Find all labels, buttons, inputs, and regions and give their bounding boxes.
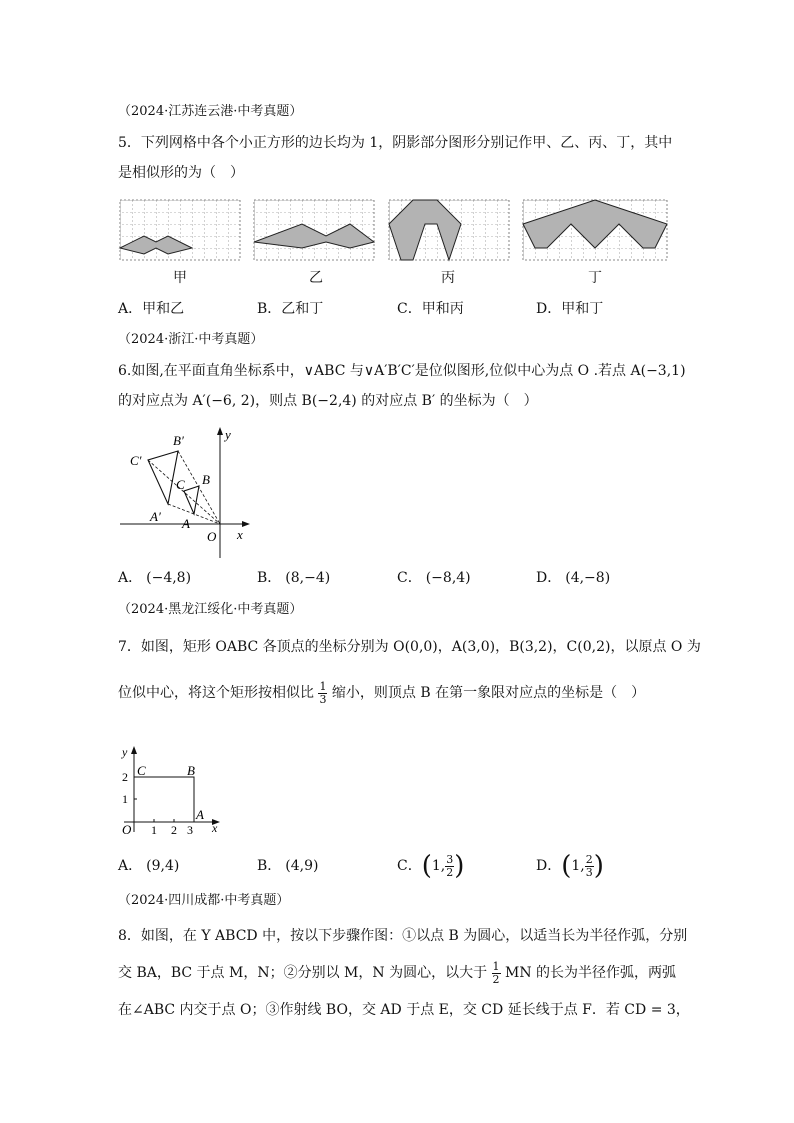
q7-tick-x2: 2 (171, 823, 177, 837)
q6-source: （2024·浙江·中考真题） (118, 332, 264, 347)
q5-stem-line2: 是相似形的为（ ） (118, 165, 244, 181)
q8-line3: 在∠ABC 内交于点 O；③作射线 BO，交 AD 于点 E，交 CD 延长线于点 F．若 CD = 3， (118, 1002, 690, 1018)
q5-option-a[interactable]: A．甲和乙 (118, 301, 185, 317)
q6-option-b[interactable] (257, 568, 330, 588)
q7-option-d-frac (585, 854, 594, 879)
q6-label-bp: B′ (173, 433, 184, 448)
q7-label-b: B (187, 763, 195, 778)
q8-half-fraction (492, 961, 501, 986)
q5-option-d[interactable]: D．甲和丁 (536, 301, 604, 317)
q5-option-b[interactable]: B．乙和丁 (257, 301, 324, 317)
q7-ratio-num: 1 (319, 679, 327, 693)
q7-stem-line2-b: 缩小，则顶点 B 在第一象限对应点的坐标是（ ） (331, 685, 646, 701)
q7-option-d-num: 2 (585, 852, 593, 866)
q8-line2-a: 交 BA，BC 于点 M，N；②分别以 M，N 为圆心，以大于 (118, 965, 488, 981)
q6-option-b-value: (8,−4) (285, 570, 331, 586)
q7-label-c: C (137, 763, 146, 778)
q6-label-x: x (237, 527, 243, 542)
q6-option-a[interactable] (118, 568, 191, 588)
q6-figure (118, 425, 258, 560)
q7-option-a[interactable] (118, 856, 179, 876)
q8-half-num: 1 (492, 959, 500, 973)
q6-option-d-letter: D． (536, 570, 562, 586)
q7-tick-y1: 1 (122, 792, 128, 806)
q7-figure (118, 742, 228, 837)
q5-label-ding: 丁 (588, 270, 602, 286)
q7-tick-y2: 2 (122, 770, 128, 784)
q7-option-c[interactable]: C．(1, $\frac{3}{2}$ ) (397, 851, 465, 881)
q6-label-a: A (182, 516, 190, 531)
q6-label-y: y (225, 427, 231, 442)
q8-line1: 8．如图，在 Y ABCD 中，按以下步骤作图：①以点 B 为圆心，以适当长为半径作弧，分别 (118, 928, 688, 944)
q8-line2-b: MN 的长为半径作弧，两弧 (504, 965, 677, 981)
q5-label-bing: 丙 (441, 270, 455, 286)
q5-label-jia: 甲 (173, 270, 187, 286)
q7-option-a-value: (9,4) (146, 858, 180, 874)
q7-option-d-letter: D． (536, 858, 562, 874)
q6-option-d[interactable] (536, 568, 610, 588)
q6-option-a-letter: A． (118, 570, 143, 586)
q6-label-c: C (176, 477, 185, 492)
q7-option-c-num: 3 (446, 852, 454, 866)
q8-source: （2024·四川成都·中考真题） (118, 893, 290, 908)
q7-option-b-value: (4,9) (285, 858, 319, 874)
q5-grid-yi (254, 200, 374, 260)
q7-label-a: A (196, 807, 204, 822)
q7-label-y: y (122, 745, 128, 759)
q8-line2 (118, 960, 676, 986)
q5-option-c[interactable]: C．甲和丙 (397, 301, 464, 317)
q7-option-c-letter: C． (397, 858, 422, 874)
q7-option-c-frac (445, 854, 454, 879)
q7-option-d-int: 1, (571, 858, 585, 874)
q6-label-o: O (207, 529, 217, 544)
q5-label-yi: 乙 (309, 270, 323, 286)
q6-option-c-letter: C． (397, 570, 422, 586)
q7-option-c-int: 1, (431, 858, 446, 874)
q6-option-c[interactable] (397, 568, 471, 588)
q6-option-b-letter: B． (257, 570, 282, 586)
q6-stem-line1: 6.如图,在平面直角坐标系中，∨ABC 与∨A′B′C′是位似图形,位似中心为点 O .若点 A(−3,1) (118, 363, 686, 379)
q6-option-a-value: (−4,8) (146, 570, 192, 586)
q6-label-ap: A′ (150, 509, 161, 524)
q7-option-a-letter: A． (118, 858, 143, 874)
q7-option-b[interactable] (257, 856, 319, 876)
q6-stem-line2: 的对应点为 A′(−6, 2)，则点 B(−2,4) 的对应点 B′ 的坐标为（ ） (118, 393, 538, 409)
q7-stem-line2-a: 位似中心，将这个矩形按相似比 (118, 685, 314, 701)
q7-ratio-fraction (318, 681, 327, 706)
q6-label-cp: C′ (130, 453, 142, 468)
q7-stem-line2 (118, 680, 645, 706)
q7-option-d[interactable]: D．(1, $\frac{2}{3}$ ) (536, 851, 604, 881)
q7-tick-x3: 3 (187, 823, 193, 837)
q5-stem-line1: 5．下列网格中各个小正方形的边长均为 1，阴影部分图形分别记作甲、乙、丙、丁，其中 (118, 135, 673, 151)
q7-label-o: O (122, 822, 132, 837)
q5-grid-bing (389, 200, 509, 260)
q7-option-b-letter: B． (257, 858, 282, 874)
q7-source: （2024·黑龙江绥化·中考真题） (118, 602, 303, 617)
q6-option-c-value: (−8,4) (425, 570, 471, 586)
q7-label-x: x (212, 821, 218, 835)
q6-option-d-value: (4,−8) (565, 570, 611, 586)
q7-ratio-den: 3 (319, 692, 327, 706)
q5-source: （2024·江苏连云港·中考真题） (118, 104, 303, 119)
q5-grid-ding (523, 200, 667, 260)
q6-label-b: B (202, 472, 210, 487)
q7-option-c-den: 2 (446, 865, 454, 879)
q7-tick-x1: 1 (151, 823, 157, 837)
q5-grid-jia (120, 200, 240, 260)
q7-option-d-den: 3 (585, 865, 593, 879)
q8-half-den: 2 (492, 972, 500, 986)
q7-stem-line1: 7．如图，矩形 OABC 各顶点的坐标分别为 O(0,0)，A(3,0)，B(3,2)，C(0,2)，以原点 O 为 (118, 639, 701, 655)
